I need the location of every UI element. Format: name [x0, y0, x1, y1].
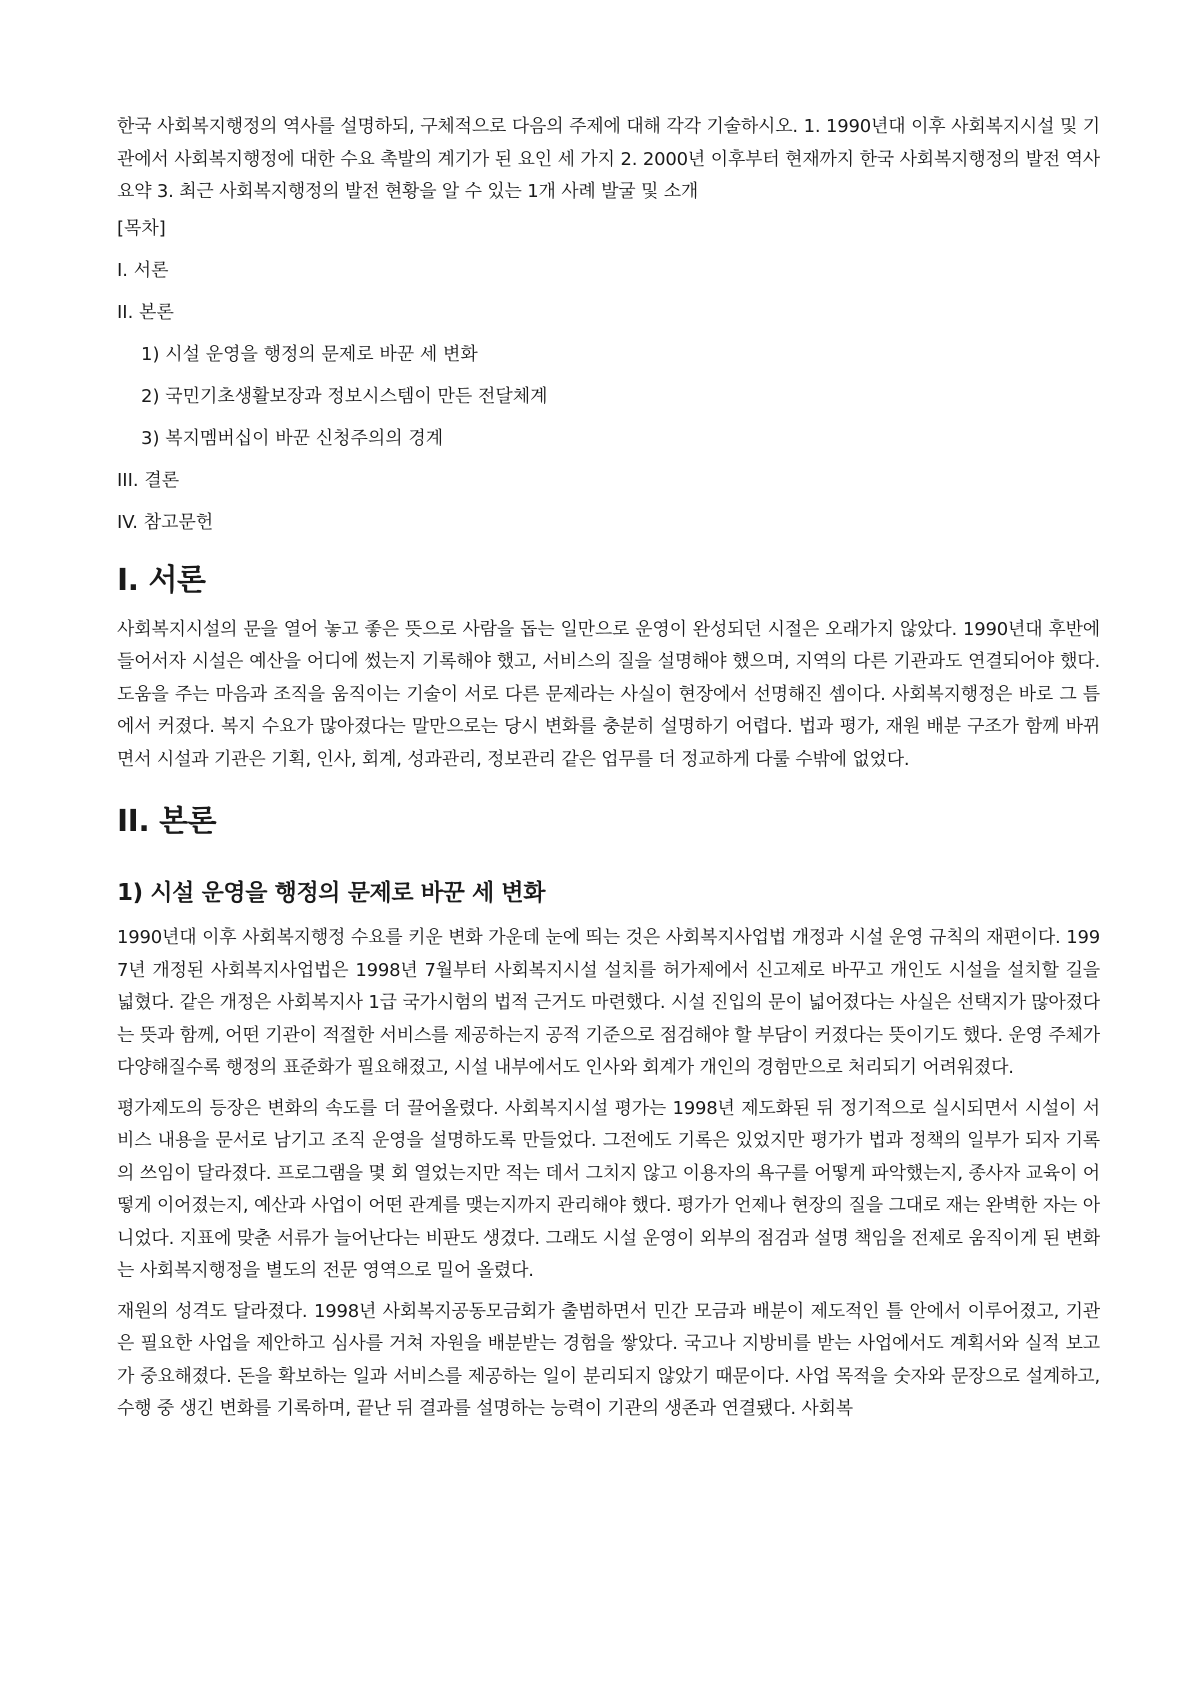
toc-heading: [목차]: [117, 217, 166, 239]
assignment-prompt: 한국 사회복지행정의 역사를 설명하되, 구체적으로 다음의 주제에 대해 각각 기술하시오. 1. 1990년대 이후 사회복지시설 및 기관에서 사회복지행정에 대한 수요 촉발의 계기가 된 요인 세 가지 2. 2000년 이후부터 현재까지 한국 사회복지행정의 발전 역사 요약 3. 최근 사회복지행정의 발전 현황을 알 수 있는 1개 사례 발굴 및 소개: [117, 116, 1100, 202]
document-page: [117, 111, 1100, 1434]
toc-item-conclusion: III. 결론: [117, 469, 180, 491]
toc-item-main-body: II. 본론: [117, 301, 174, 323]
toc-item-section-3: 3) 복지멤버십이 바꾼 신청주의의 경계: [141, 427, 444, 449]
section-1-heading: 1) 시설 운영을 행정의 문제로 바꾼 세 변화: [117, 880, 546, 906]
toc-item-section-1: 1) 시설 운영을 행정의 문제로 바꾼 세 변화: [141, 343, 478, 365]
main-body-heading: II. 본론: [117, 804, 217, 839]
toc-item-references: IV. 참고문헌: [117, 511, 214, 533]
introduction-heading: I. 서론: [117, 562, 206, 598]
table-of-contents: [117, 217, 1100, 535]
introduction-paragraph: 사회복지시설의 문을 열어 놓고 좋은 뜻으로 사람을 돕는 일만으로 운영이 완성되던 시절은 오래가지 않았다. 1990년대 후반에 들어서자 시설은 예산을 어디에 썼는지 기록해야 했고, 서비스의 질을 설명해야 했으며, 지역의 다른 기관과도 연결되어야 했다. 도움을 주는 마음과 조직을 움직이는 기술이 서로 다른 문제라는 사실이 현장에서 선명해진 셈이다. 사회복지행정은 바로 그 틈에서 커졌다. 복지 수요가 많아졌다는 말만으로는 당시 변화를 충분히 설명하기 어렵다. 법과 평가, 재원 배분 구조가 함께 바뀌면서 시설과 기관은 기획, 인사, 회계, 성과관리, 정보관리 같은 업무를 더 정교하게 다룰 수밖에 없었다.: [117, 618, 1101, 770]
section-1-paragraph: 평가제도의 등장은 변화의 속도를 더 끌어올렸다. 사회복지시설 평가는 1998년 제도화된 뒤 정기적으로 실시되면서 시설이 서비스 내용을 문서로 남기고 조직 운영을 설명하도록 만들었다. 그전에도 기록은 있었지만 평가가 법과 정책의 일부가 되자 기록의 쓰임이 달라졌다. 프로그램을 몇 회 열었는지만 적는 데서 그치지 않고 이용자의 욕구를 어떻게 파악했는지, 종사자 교육이 어떻게 이어졌는지, 예산과 사업이 어떤 관계를 맺는지까지 관리해야 했다. 평가가 언제나 현장의 질을 그대로 재는 완벽한 자는 아니었다. 지표에 맞춘 서류가 늘어난다는 비판도 생겼다. 그래도 시설 운영이 외부의 점검과 설명 책임을 전제로 움직이게 된 변화는 사회복지행정을 별도의 전문 영역으로 밀어 올렸다.: [117, 1097, 1100, 1281]
section-1-paragraph: 재원의 성격도 달라졌다. 1998년 사회복지공동모금회가 출범하면서 민간 모금과 배분이 제도적인 틀 안에서 이루어졌고, 기관은 필요한 사업을 제안하고 심사를 거쳐 자원을 배분받는 경험을 쌓았다. 국고나 지방비를 받는 사업에서도 계획서와 실적 보고가 중요해졌다. 돈을 확보하는 일과 서비스를 제공하는 일이 분리되지 않았기 때문이다. 사업 목적을 숫자와 문장으로 설계하고, 수행 중 생긴 변화를 기록하며, 끝난 뒤 결과를 설명하는 능력이 기관의 생존과 연결됐다. 사회복: [117, 1300, 1100, 1419]
toc-item-section-2: 2) 국민기초생활보장과 정보시스템이 만든 전달체계: [141, 385, 548, 407]
toc-item-introduction: I. 서론: [117, 259, 169, 281]
section-1-paragraph: 1990년대 이후 사회복지행정 수요를 키운 변화 가운데 눈에 띄는 것은 사회복지사업법 개정과 시설 운영 규칙의 재편이다. 1997년 개정된 사회복지사업법은 1998년 7월부터 사회복지시설 설치를 허가제에서 신고제로 바꾸고 개인도 시설을 설치할 길을 넓혔다. 같은 개정은 사회복지사 1급 국가시험의 법적 근거도 마련했다. 시설 진입의 문이 넓어졌다는 사실은 선택지가 많아졌다는 뜻과 함께, 어떤 기관이 적절한 서비스를 제공하는지 공적 기준으로 점검해야 할 부담이 커졌다는 뜻이기도 했다. 운영 주체가 다양해질수록 행정의 표준화가 필요해졌고, 시설 내부에서도 인사와 회계가 개인의 경험만으로 처리되기 어려워졌다.: [117, 927, 1100, 1078]
